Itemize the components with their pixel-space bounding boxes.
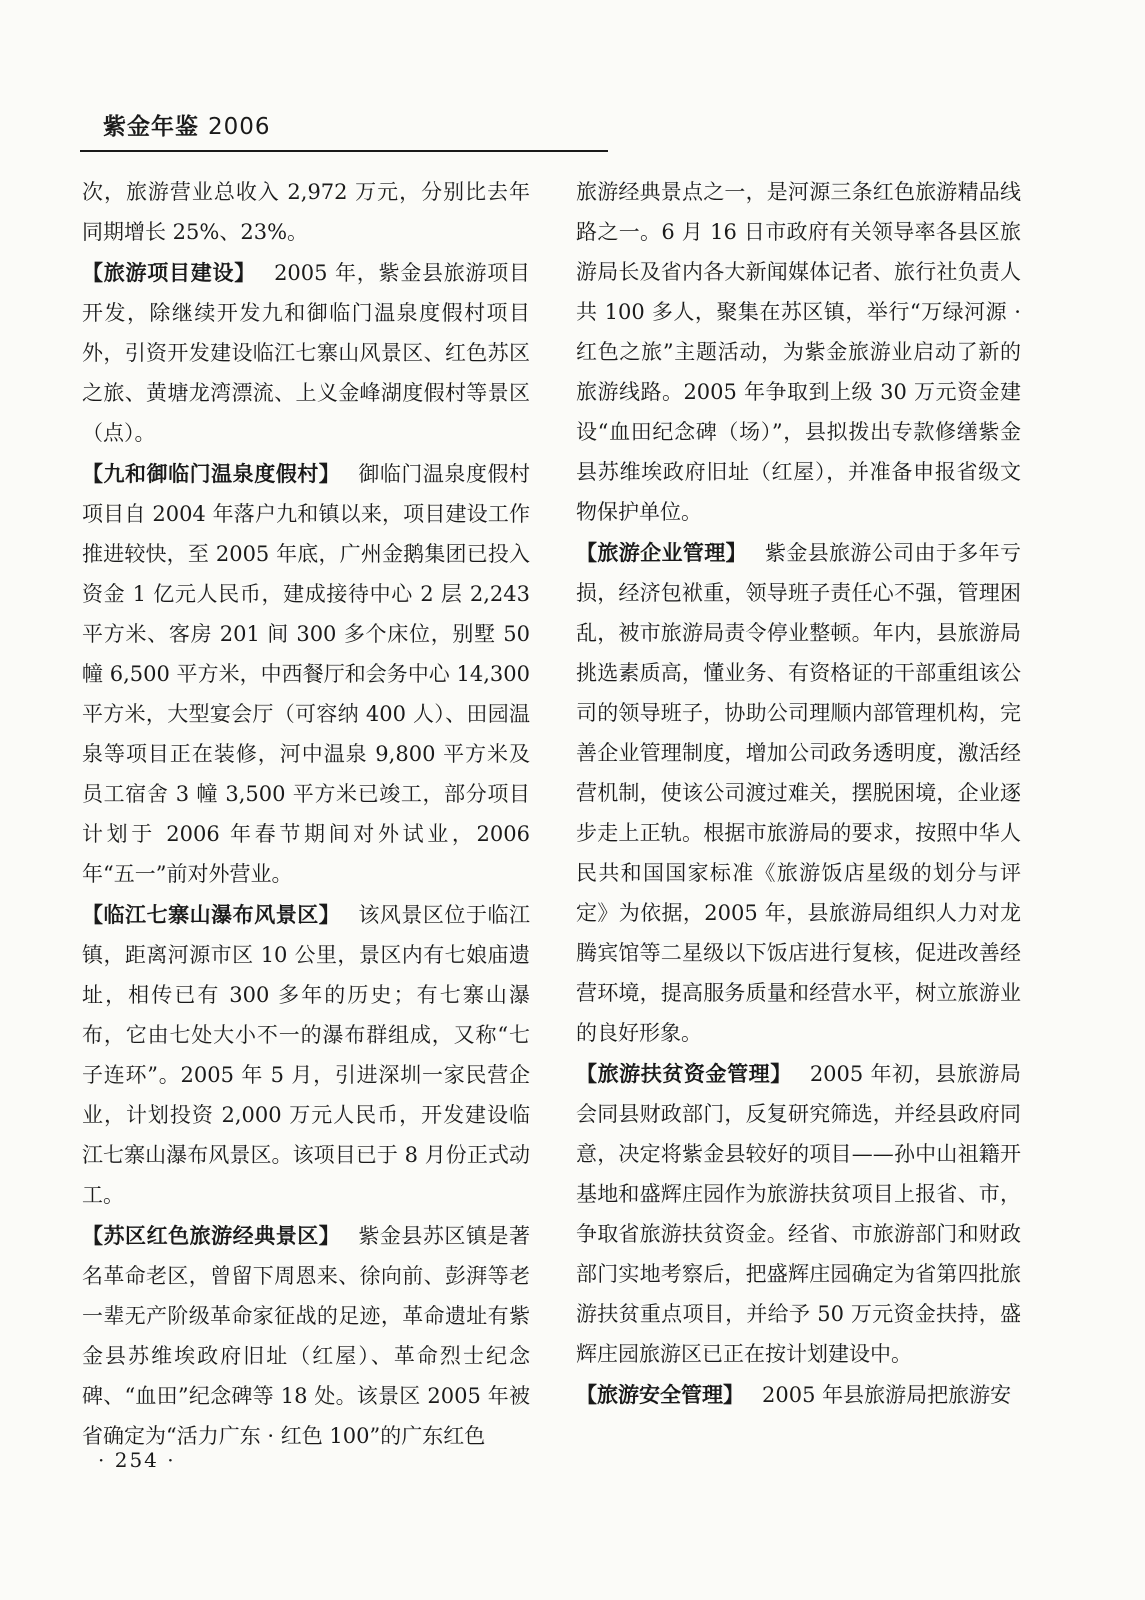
running-head — [103, 108, 271, 141]
paragraph-text: 旅游经典景点之一，是河源三条红色旅游精品线路之一。6 月 16 日市政府有关领导率各县区旅游局长及省内各大新闻媒体记者、旅行社负责人共 100 多人，聚集在苏区镇，举行“万绿河源 · 红色之旅”主题活动，为紫金旅游业启动了新的旅游线路。2005 年争取到上级 30 万元资金建设“血田纪念碑（场）”，县拟拨出专款修缮紫金县苏维埃政府旧址（红屋），并准备申报省级文物保护单位。 — [576, 180, 1021, 524]
paragraph-text: 次，旅游营业总收入 2,972 万元，分别比去年同期增长 25%、23%。 — [82, 180, 530, 244]
entry-title: 【旅游项目建设】 — [82, 261, 257, 285]
entry-title: 【苏区红色旅游经典景区】 — [82, 1224, 341, 1248]
paragraph-text: 紫金县苏区镇是著名革命老区，曾留下周恩来、徐向前、彭湃等老一辈无产阶级革命家征战的足迹，革命遗址有紫金县苏维埃政府旧址（红屋）、革命烈士纪念碑、“血田”纪念碑等 18 处。该景区 2005 年被省确定为“活力广东 · 红色 100”的广东红色 — [82, 1224, 531, 1448]
paragraph — [82, 1216, 530, 1456]
paragraph-text: 2005 年初，县旅游局会同县财政部门，反复研究筛选，并经县政府同意，决定将紫金县较好的项目——孙中山祖籍开基地和盛辉庄园作为旅游扶贫项目上报省、市，争取省旅游扶贫资金。经省、市旅游部门和财政部门实地考察后，把盛辉庄园确定为省第四批旅游扶贫重点项目，并给予 50 万元资金扶持，盛辉庄园旅游区已正在按计划建设中。 — [576, 1062, 1021, 1366]
paragraph — [576, 172, 1021, 532]
header-rule — [80, 150, 608, 152]
page-number: · 254 · — [98, 1448, 176, 1472]
right-column — [576, 172, 1021, 1416]
paragraph-text: 2005 年，紫金县旅游项目开发，除继续开发九和御临门温泉度假村项目外，引资开发建设临江七寨山风景区、红色苏区之旅、黄塘龙湾漂流、上义金峰湖度假村等景区（点）。 — [82, 261, 530, 445]
paragraph — [82, 895, 530, 1215]
entry-title: 【旅游企业管理】 — [576, 541, 747, 565]
paragraph-text: 该风景区位于临江镇，距离河源市区 10 公里，景区内有七娘庙遗址，相传已有 300 多年的历史；有七寨山瀑布，它由七处大小不一的瀑布群组成，又称“七子连环”。2005 年 5 月，引进深圳一家民营企业，计划投资 2,000 万元人民币，开发建设临江七寨山瀑布风景区。该项目已于 8 月份正式动工。 — [82, 903, 531, 1207]
entry-title: 【旅游安全管理】 — [576, 1383, 744, 1407]
yearbook-year: 2006 — [208, 114, 271, 140]
paragraph — [82, 454, 530, 894]
yearbook-title: 紫金年鉴 — [103, 114, 199, 140]
paragraph — [82, 172, 530, 252]
paragraph — [576, 1054, 1021, 1374]
left-column — [82, 172, 530, 1457]
entry-title: 【旅游扶贫资金管理】 — [576, 1062, 792, 1086]
paragraph — [82, 253, 530, 453]
entry-title: 【临江七寨山瀑布风景区】 — [82, 903, 341, 927]
paragraph-text: 2005 年县旅游局把旅游安 — [762, 1383, 1012, 1407]
paragraph-text: 御临门温泉度假村项目自 2004 年落户九和镇以来，项目建设工作推进较快，至 2005 年底，广州金鹅集团已投入资金 1 亿元人民币，建成接待中心 2 层 2,243平方米、客房 201 间 300 多个床位，别墅 50 幢 6,500 平方米，中西餐厅和会务中心 14,300平方米，大型宴会厅（可容纳 400 人）、田园温泉等项目正在装修，河中温泉 9,800 平方米及员工宿舍 3 幢 3,500 平方米已竣工，部分项目计划于 2006 年春节期间对外试业，2006 年“五一”前对外营业。 — [82, 462, 531, 886]
paragraph-text: 紫金县旅游公司由于多年亏损，经济包袱重，领导班子责任心不强，管理困乱，被市旅游局责令停业整顿。年内，县旅游局挑选素质高，懂业务、有资格证的干部重组该公司的领导班子，协助公司理顺内部管理机构，完善企业管理制度，增加公司政务透明度，激活经营机制，使该公司渡过难关，摆脱困境，企业逐步走上正轨。根据市旅游局的要求，按照中华人民共和国国家标准《旅游饭店星级的划分与评定》为依据，2005 年，县旅游局组织人力对龙腾宾馆等二星级以下饭店进行复核，促进改善经营环境，提高服务质量和经营水平，树立旅游业的良好形象。 — [576, 541, 1022, 1045]
entry-title: 【九和御临门温泉度假村】 — [82, 462, 341, 486]
paragraph — [576, 1375, 1021, 1415]
paragraph — [576, 533, 1021, 1053]
